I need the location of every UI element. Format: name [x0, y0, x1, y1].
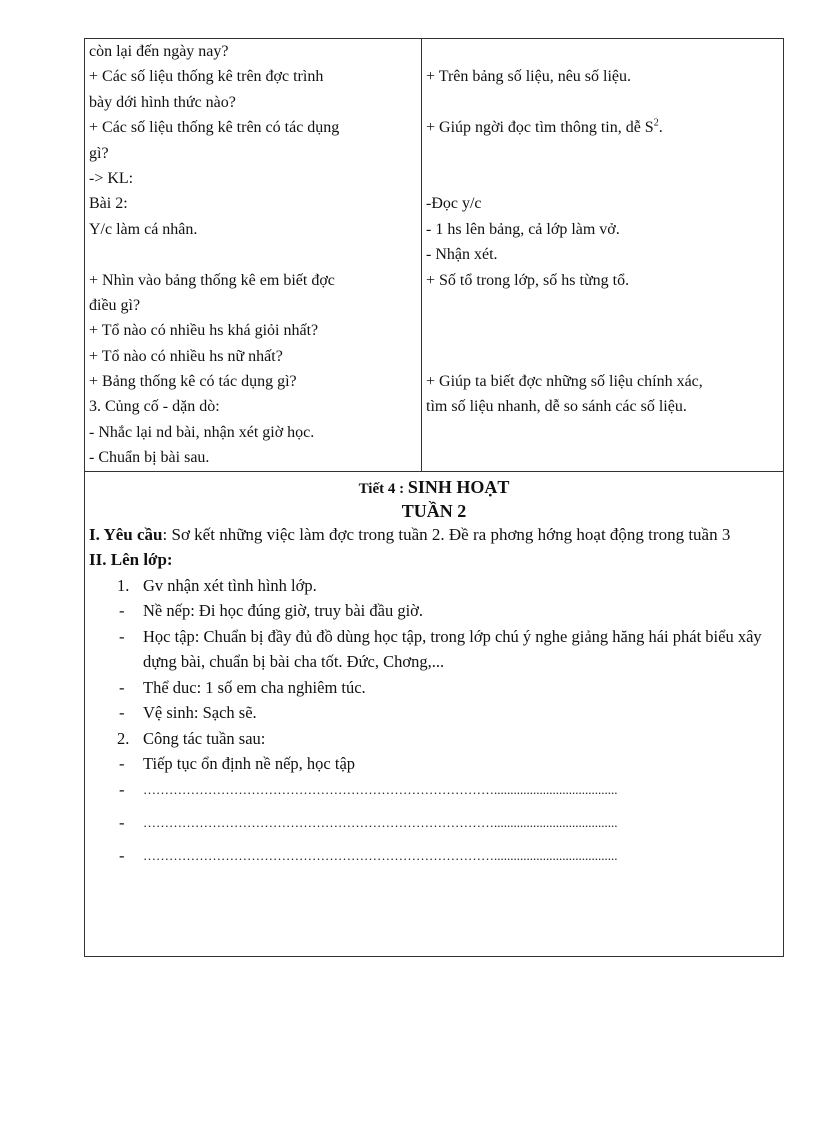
- requirements-label: I. Yêu cầu: [89, 524, 163, 544]
- list-item-text: ………………………………………………………………………......................................: [143, 814, 618, 830]
- list-item: [89, 777, 779, 810]
- teacher-line: + Các số liệu thống kê trên có tác dụng: [89, 119, 340, 137]
- lesson-frame: [84, 38, 784, 957]
- student-line: [426, 166, 779, 191]
- teacher-line: + Các số liệu thống kê trên đợc trình: [89, 68, 324, 86]
- student-line: -Đọc y/c: [426, 195, 482, 213]
- list-item: [89, 843, 779, 876]
- list-marker: 1.: [117, 575, 130, 595]
- student-line: [426, 445, 779, 470]
- list-marker: -: [119, 677, 125, 697]
- teacher-line: [89, 242, 417, 267]
- week-title: TUẦN 2: [401, 500, 467, 521]
- list-item: [89, 598, 779, 624]
- list-marker: -: [119, 626, 125, 646]
- teacher-line: bày dới hình thức nào?: [89, 93, 236, 111]
- list-marker: -: [119, 754, 125, 774]
- list-item-text: ………………………………………………………………………......................................: [143, 847, 618, 863]
- student-line: + Số tổ trong lớp, số hs từng tổ.: [426, 271, 630, 289]
- student-line: [426, 293, 779, 318]
- teacher-line: + Nhìn vào bảng thống kê em biết đợc: [89, 271, 335, 289]
- teacher-line: điều gì?: [89, 296, 141, 314]
- teacher-line: + Bảng thống kê có tác dụng gì?: [89, 373, 297, 391]
- section-heading: [89, 474, 779, 500]
- activity-list: [89, 573, 779, 876]
- student-line: - 1 hs lên bảng, cả lớp làm vở.: [426, 220, 620, 238]
- list-item-text: Công tác tuần sau:: [143, 728, 266, 748]
- student-line: [426, 344, 779, 369]
- class-activity-section: [85, 474, 783, 956]
- teacher-line: + Tổ nào có nhiều hs nữ nhất?: [89, 347, 283, 365]
- teacher-line: Y/c làm cá nhân.: [89, 220, 198, 238]
- student-column: [422, 39, 783, 471]
- student-line: [426, 141, 779, 166]
- list-marker: -: [119, 845, 125, 865]
- list-marker: -: [119, 703, 125, 723]
- class-label: II. Lên lớp:: [89, 550, 173, 570]
- list-item: [89, 573, 779, 599]
- student-line: tìm số liệu nhanh, dễ so sánh các số liệu.: [426, 398, 687, 416]
- list-marker: 2.: [117, 728, 130, 748]
- list-marker: -: [119, 601, 125, 621]
- student-line: - Nhận xét.: [426, 246, 498, 264]
- list-item-text: Vệ sinh: Sạch sẽ.: [143, 703, 257, 723]
- student-line: [426, 39, 779, 64]
- student-line: + Giúp ngời đọc tìm thông tin, dễ $S^2$.: [426, 117, 663, 137]
- teacher-line: Bài 2:: [89, 195, 128, 213]
- list-item: [89, 700, 779, 726]
- list-item-text: Tiếp tục ổn định nề nếp, học tập: [143, 754, 356, 774]
- list-item-text: Gv nhận xét tình hình lớp.: [143, 575, 317, 595]
- activity-table: [85, 39, 783, 472]
- teacher-line: gì?: [89, 144, 109, 162]
- list-item-text: Thể duc: 1 số em cha nghiêm túc.: [143, 677, 366, 697]
- student-line: + Giúp ta biết đợc những số liệu chính xác,: [426, 373, 703, 391]
- requirements-text: : Sơ kết những việc làm đợc trong tuần 2. Đề ra phơng hớng hoạt động trong tuần 3: [162, 524, 731, 544]
- teacher-line: + Tổ nào có nhiều hs khá giỏi nhất?: [89, 322, 319, 340]
- list-item-text: ………………………………………………………………………......................................: [143, 781, 618, 797]
- teacher-line: còn lại đến ngày nay?: [89, 43, 229, 60]
- list-item: [89, 810, 779, 843]
- list-marker: -: [119, 812, 125, 832]
- teacher-line: 3. Củng cố - dặn dò:: [89, 398, 220, 416]
- list-item: [89, 624, 779, 675]
- student-line: [426, 420, 779, 445]
- requirements-paragraph: [89, 522, 779, 548]
- list-item: [89, 751, 779, 777]
- teacher-column: [85, 39, 422, 471]
- list-item: [89, 675, 779, 701]
- teacher-line: - Nhắc lại nd bài, nhận xét giờ học.: [89, 423, 315, 441]
- teacher-line: -> KL:: [89, 169, 134, 187]
- section-title: SINH HOẠT: [407, 476, 510, 497]
- list-item-text: Nề nếp: Đi học đúng giờ, truy bài đầu giờ.: [143, 601, 424, 621]
- list-item-text: Học tập: Chuẩn bị đầy đủ đồ dùng học tập, trong lớp chú ý nghe giảng hăng hái phát biểu xây dựng bài, chuẩn bị bài cha tốt. Đức, Chơng,...: [143, 626, 762, 672]
- student-line: [426, 318, 779, 343]
- superscript: 2: [653, 117, 659, 129]
- student-line: [426, 90, 779, 115]
- list-item: [89, 726, 779, 752]
- teacher-line: - Chuẩn bị bài sau.: [89, 449, 210, 467]
- student-line: + Trên bảng số liệu, nêu số liệu.: [426, 68, 632, 86]
- period-label: Tiết 4 :: [358, 480, 408, 497]
- list-marker: -: [119, 779, 125, 799]
